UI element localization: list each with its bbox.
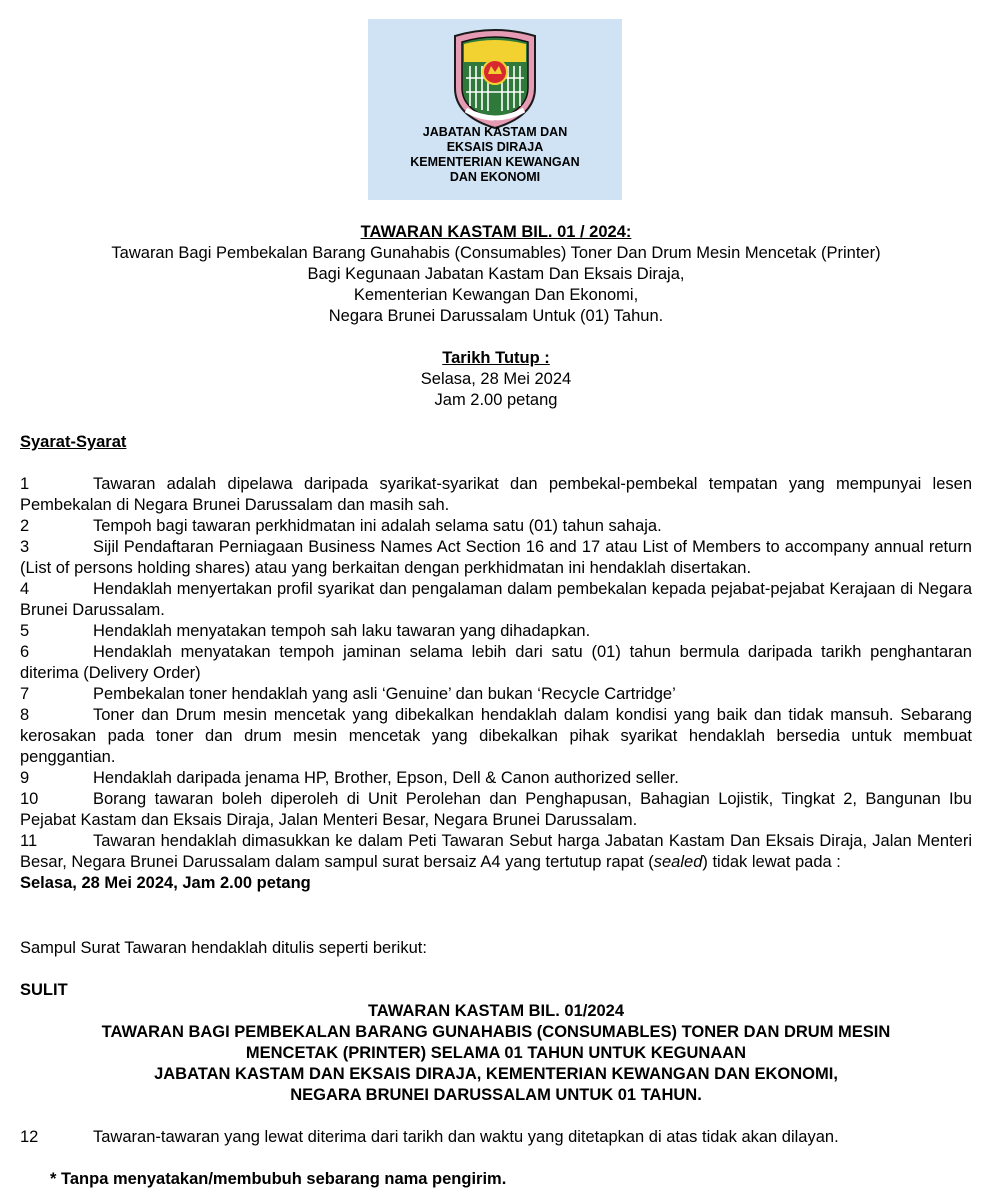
tender-title: TAWARAN KASTAM BIL. 01 / 2024: xyxy=(360,223,632,241)
term-item xyxy=(20,768,972,789)
term-number: 4 xyxy=(20,580,30,598)
term-item xyxy=(20,789,972,831)
term-text: Toner dan Drum mesin mencetak yang dibekalkan hendaklah dalam kondisi yang baik dan tidak mansuh. Sebarang kerosakan pada toner dan drum mesin mencetak yang dibekalkan pihak syarikat hendaklah bersedia untuk membuat penggantian. xyxy=(20,706,972,766)
department-line: EKSAIS DIRAJA xyxy=(446,140,544,154)
term-number: 12 xyxy=(20,1128,39,1146)
tender-header xyxy=(20,222,972,327)
term-text: Hendaklah menyatakan tempoh sah laku tawaran yang dihadapkan. xyxy=(93,622,591,640)
envelope-line: JABATAN KASTAM DAN EKSAIS DIRAJA, KEMENTERIAN KEWANGAN DAN EKONOMI, xyxy=(154,1065,838,1083)
term-item xyxy=(20,705,972,768)
tender-subtitle-line: Tawaran Bagi Pembekalan Barang Gunahabis (Consumables) Toner Dan Drum Mesin Mencetak (Printer) xyxy=(111,244,881,262)
envelope-intro: Sampul Surat Tawaran hendaklah ditulis seperti berikut: xyxy=(20,939,427,957)
term-text: Hendaklah menyertakan profil syarikat dan pengalaman dalam pembekalan kepada pejabat-pejabat Kerajaan di Negara Brunei Darussalam. xyxy=(20,580,972,619)
term-item xyxy=(20,831,972,873)
tender-subtitle-line: Negara Brunei Darussalam Untuk (01) Tahun. xyxy=(328,307,664,325)
term-item xyxy=(20,516,972,537)
term-text-italic: sealed xyxy=(653,853,703,871)
term-text: Tawaran hendaklah dimasukkan ke dalam Peti Tawaran Sebut harga Jabatan Kastam Dan Eksais Diraja, Jalan Menteri Besar, Negara Brunei Darussalam dalam sampul surat bersaiz A4 yang tertutup rapat ( xyxy=(20,832,972,871)
envelope-line: TAWARAN KASTAM BIL. 01/2024 xyxy=(367,1002,625,1020)
term-number: 6 xyxy=(20,643,30,661)
term-number: 2 xyxy=(20,517,30,535)
envelope-line: TAWARAN BAGI PEMBEKALAN BARANG GUNAHABIS (CONSUMABLES) TONER DAN DRUM MESIN xyxy=(101,1023,891,1041)
envelope-address xyxy=(20,1001,972,1106)
term-number: 8 xyxy=(20,706,30,724)
closing-heading: Tarikh Tutup : xyxy=(442,349,550,367)
term-text: Tawaran adalah dipelawa daripada syarikat-syarikat dan pembekal-pembekal tempatan yang mempunyai lesen Pembekalan di Negara Brunei Darussalam dan masih sah. xyxy=(20,475,972,514)
tender-subtitle-line: Bagi Kegunaan Jabatan Kastam Dan Eksais Diraja, xyxy=(307,265,685,283)
envelope-line: MENCETAK (PRINTER) SELAMA 01 TAHUN UNTUK KEGUNAAN xyxy=(245,1044,747,1062)
term-number: 3 xyxy=(20,538,30,556)
closing-date: Selasa, 28 Mei 2024 xyxy=(420,370,572,388)
term-number: 1 xyxy=(20,475,30,493)
term-text: Tawaran-tawaran yang lewat diterima dari tarikh dan waktu yang ditetapkan di atas tidak akan dilayan. xyxy=(93,1128,839,1146)
term-number: 11 xyxy=(20,832,38,850)
term-text: Sijil Pendaftaran Perniagaan Business Names Act Section 16 and 17 atau List of Members to accompany annual return (List of persons holding shares) atau yang berkaitan dengan perkhidmatan ini hendaklah disertakan. xyxy=(20,538,972,577)
term-text: Tempoh bagi tawaran perkhidmatan ini adalah selama satu (01) tahun sahaja. xyxy=(93,517,662,535)
department-line: JABATAN KASTAM DAN xyxy=(422,125,568,139)
term-text: Hendaklah menyatakan tempoh jaminan selama lebih dari satu (01) tahun bermula daripada tarikh penghantaran diterima (Delivery Order) xyxy=(20,643,972,682)
envelope-label: SULIT xyxy=(20,981,68,999)
term-number: 5 xyxy=(20,622,30,640)
term-text: Pembekalan toner hendaklah yang asli ‘Genuine’ dan bukan ‘Recycle Cartridge’ xyxy=(93,685,676,703)
term-item xyxy=(20,579,972,621)
term-text: ) tidak lewat pada : xyxy=(702,853,841,871)
deadline-statement: Selasa, 28 Mei 2024, Jam 2.00 petang xyxy=(20,874,311,892)
terms-heading: Syarat-Syarat xyxy=(20,433,127,451)
term-item xyxy=(20,684,972,705)
term-number: 10 xyxy=(20,790,39,808)
term-number: 7 xyxy=(20,685,30,703)
customs-crest-icon xyxy=(450,28,540,130)
term-item xyxy=(20,1127,972,1148)
term-item xyxy=(20,642,972,684)
department-name xyxy=(368,125,622,185)
department-line: DAN EKONOMI xyxy=(449,170,541,184)
closing-time: Jam 2.00 petang xyxy=(434,391,558,409)
envelope-line: NEGARA BRUNEI DARUSSALAM UNTUK 01 TAHUN. xyxy=(290,1086,702,1104)
tender-subtitle-line: Kementerian Kewangan Dan Ekonomi, xyxy=(353,286,639,304)
term-number: 9 xyxy=(20,769,30,787)
department-line: KEMENTERIAN KEWANGAN xyxy=(410,155,580,169)
sender-note: * Tanpa menyatakan/membubuh sebarang nama pengirim. xyxy=(50,1170,507,1188)
term-item xyxy=(20,537,972,579)
closing-date-section xyxy=(20,348,972,411)
term-text: Hendaklah daripada jenama HP, Brother, Epson, Dell & Canon authorized seller. xyxy=(93,769,679,787)
term-text: Borang tawaran boleh diperoleh di Unit Perolehan dan Penghapusan, Bahagian Lojistik, Tingkat 2, Bangunan Ibu Pejabat Kastam dan Eksais Diraja, Jalan Menteri Besar, Negara Brunei Darussalam. xyxy=(20,790,972,829)
terms-list xyxy=(20,474,972,894)
department-logo xyxy=(368,19,622,200)
term-item xyxy=(20,621,972,642)
term-item xyxy=(20,474,972,516)
